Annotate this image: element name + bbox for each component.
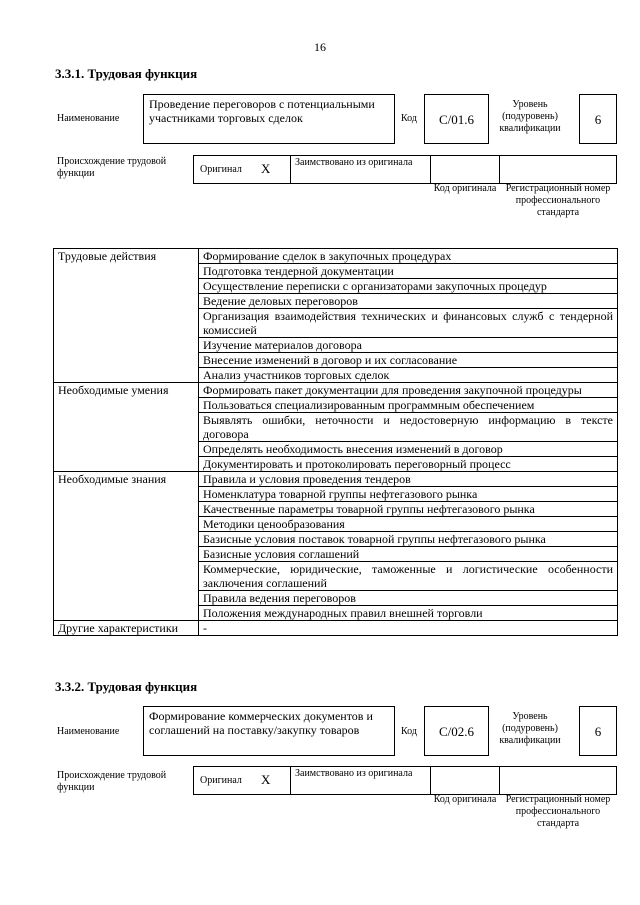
origin-code-cell-2 <box>430 766 500 795</box>
reg-number-label-1: Регистрационный номер профессионального стандарта <box>505 183 611 218</box>
row-item: Базисные условия соглашений <box>199 547 618 562</box>
row-category: Необходимые умения <box>54 383 199 472</box>
row-item: Выявлять ошибки, неточности и недостоверную информацию в тексте договора <box>199 413 618 442</box>
row-item: - <box>199 621 618 636</box>
qualification-level-2: 6 <box>579 706 617 756</box>
row-item: Пользоваться специализированным программным обеспечением <box>199 398 618 413</box>
function-code-1: C/01.6 <box>424 94 489 144</box>
function-name-1: Проведение переговоров с потенциальными участниками торговых сделок <box>143 94 395 144</box>
qualification-level-1: 6 <box>579 94 617 144</box>
row-item: Формирование сделок в закупочных процедурах <box>199 249 618 264</box>
function-name-2: Формирование коммерческих документов и соглашений на поставку/закупку товаров <box>143 706 395 756</box>
row-item: Положения международных правил внешней торговли <box>199 606 618 621</box>
reg-number-cell-2 <box>499 766 617 795</box>
table-row <box>54 621 618 636</box>
name-label-2: Наименование <box>57 726 120 737</box>
origin-label-1: Происхождение трудовой функции <box>57 156 167 179</box>
origin-label-2: Происхождение трудовой функции <box>57 770 167 793</box>
row-item: Осуществление переписки с организаторами закупочных процедур <box>199 279 618 294</box>
section-heading-2: 3.3.2. Трудовая функция <box>55 679 198 694</box>
original-label-2: Оригинал <box>200 775 242 786</box>
origin-code-label-1: Код оригинала <box>433 183 497 194</box>
row-category: Другие характеристики <box>54 621 199 636</box>
table-row <box>54 472 618 487</box>
reg-number-label-2: Регистрационный номер профессионального стандарта <box>505 794 611 829</box>
row-item: Правила и условия проведения тендеров <box>199 472 618 487</box>
function-code-2: C/02.6 <box>424 706 489 756</box>
row-item: Определять необходимость внесения изменений в договор <box>199 442 618 457</box>
row-category: Трудовые действия <box>54 249 199 383</box>
row-item: Правила ведения переговоров <box>199 591 618 606</box>
row-item: Изучение материалов договора <box>199 338 618 353</box>
row-item: Ведение деловых переговоров <box>199 294 618 309</box>
reg-number-cell-1 <box>499 155 617 184</box>
original-mark-2: X <box>261 772 271 787</box>
page-number: 16 <box>314 40 326 54</box>
code-label-1: Код <box>401 113 417 124</box>
row-item: Анализ участников торговых сделок <box>199 368 618 383</box>
original-mark-1: X <box>261 161 271 176</box>
original-cell-2 <box>193 766 291 795</box>
row-item: Внесение изменений в договор и их согласование <box>199 353 618 368</box>
row-item: Качественные параметры товарной группы нефтегазового рынка <box>199 502 618 517</box>
row-item: Документировать и протоколировать переговорный процесс <box>199 457 618 472</box>
row-item: Подготовка тендерной документации <box>199 264 618 279</box>
origin-code-label-2: Код оригинала <box>433 794 497 805</box>
code-label-2: Код <box>401 726 417 737</box>
level-label-1: Уровень (подуровень) квалификации <box>499 99 561 134</box>
name-label-1: Наименование <box>57 113 120 124</box>
row-item: Номенклатура товарной группы нефтегазового рынка <box>199 487 618 502</box>
borrowed-cell-2: Заимствовано из оригинала <box>290 766 431 795</box>
level-label-2: Уровень (подуровень) квалификации <box>499 711 561 746</box>
borrowed-cell-1: Заимствовано из оригинала <box>290 155 431 184</box>
section-heading-1: 3.3.1. Трудовая функция <box>55 66 198 81</box>
row-item: Формировать пакет документации для проведения закупочной процедуры <box>199 383 618 398</box>
origin-code-cell-1 <box>430 155 500 184</box>
row-item: Коммерческие, юридические, таможенные и логистические особенности заключения соглашений <box>199 562 618 591</box>
original-cell-1 <box>193 155 291 184</box>
row-item: Базисные условия поставок товарной группы нефтегазового рынка <box>199 532 618 547</box>
table-row <box>54 249 618 264</box>
row-category: Необходимые знания <box>54 472 199 621</box>
table-row <box>54 383 618 398</box>
labor-function-table <box>53 248 618 636</box>
original-label-1: Оригинал <box>200 164 242 175</box>
row-item: Организация взаимодействия технических и финансовых служб с тендерной комиссией <box>199 309 618 338</box>
row-item: Методики ценообразования <box>199 517 618 532</box>
